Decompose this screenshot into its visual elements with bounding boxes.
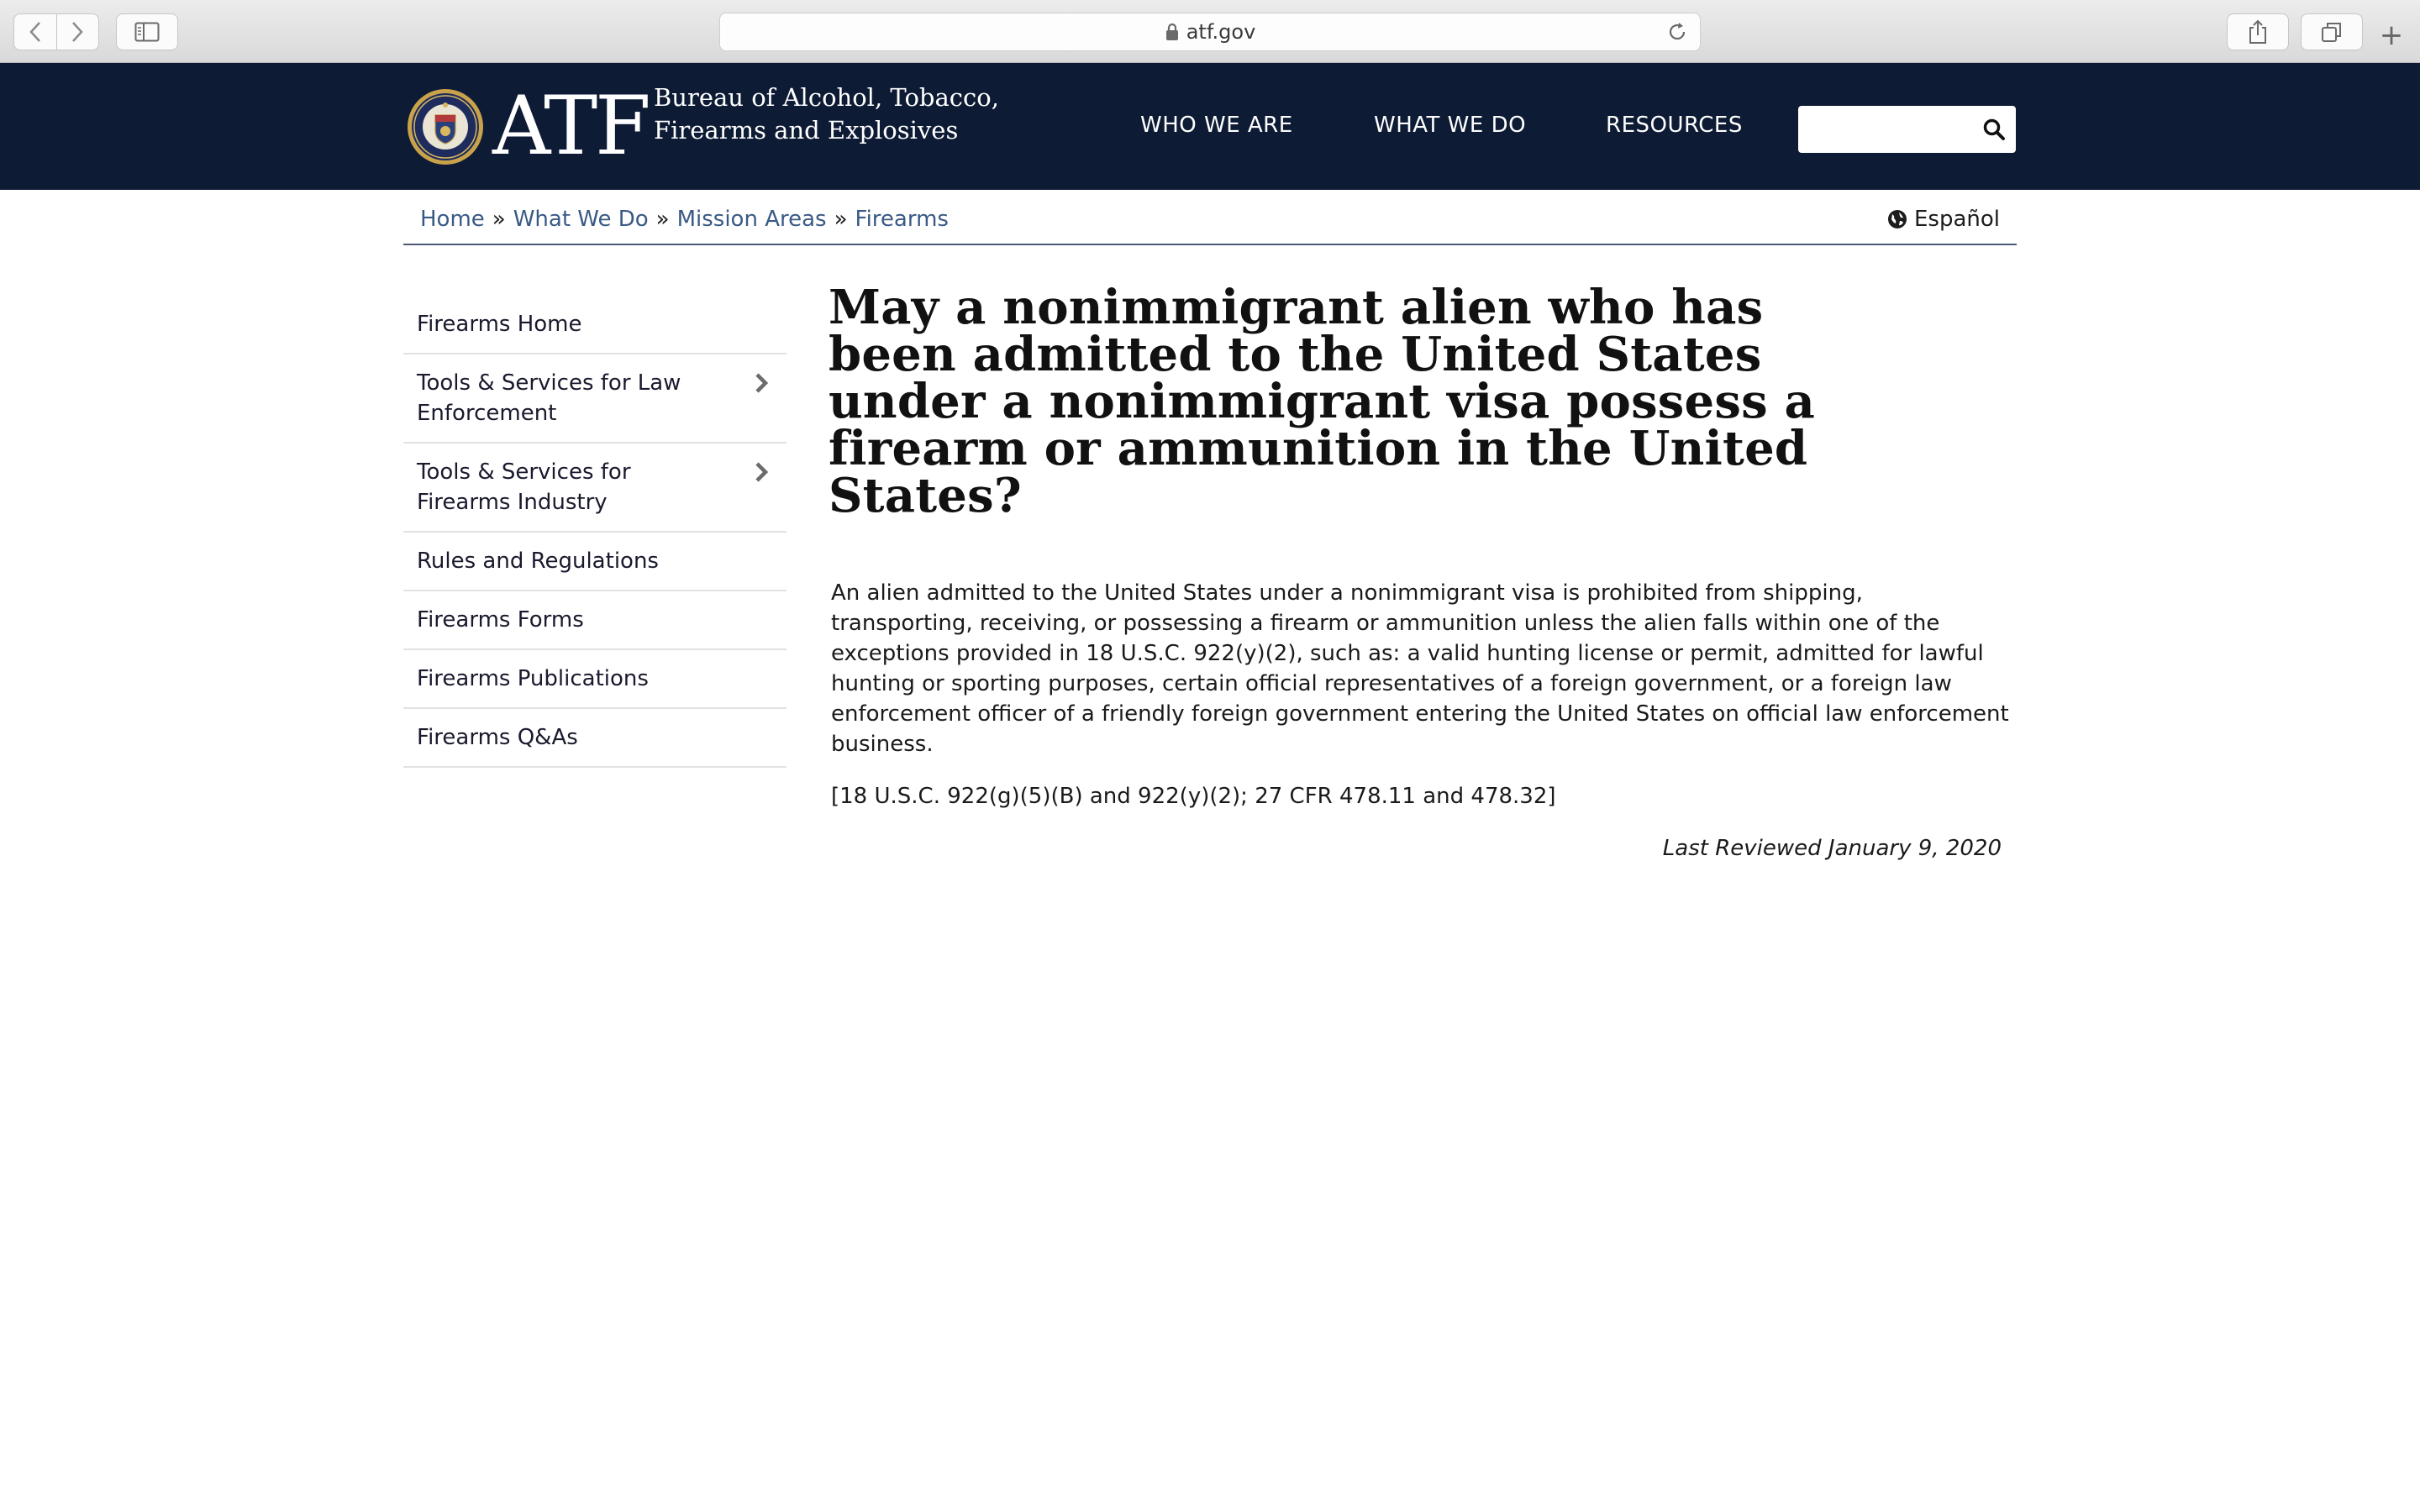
forward-button[interactable] <box>56 14 99 50</box>
nav-resources[interactable]: RESOURCES <box>1606 113 1743 138</box>
nav-who-we-are[interactable]: WHO WE ARE <box>1140 113 1293 138</box>
sidebar-item-label: Firearms Home <box>417 312 582 337</box>
sidebar-item-label: Tools & Services for Firearms Industry <box>417 459 631 515</box>
agency-name[interactable]: Bureau of Alcohol, Tobacco, Firearms and Explosives <box>654 83 999 144</box>
breadcrumb-separator: » <box>492 207 506 232</box>
url-text: atf.gov <box>1186 20 1256 44</box>
breadcrumb-bar <box>403 190 2017 245</box>
atf-seal-logo[interactable] <box>407 88 484 165</box>
lock-icon <box>1165 23 1180 41</box>
new-tab-button[interactable] <box>2375 18 2408 52</box>
share-button[interactable] <box>2227 13 2289 50</box>
breadcrumb-separator: » <box>655 207 670 232</box>
sidebar-item-label: Firearms Forms <box>417 607 584 633</box>
section-sidebar <box>403 296 786 768</box>
sidebar-item-label: Rules and Regulations <box>417 549 659 574</box>
breadcrumb-home[interactable]: Home <box>420 207 485 232</box>
sidebar-item-firearms-qas[interactable] <box>403 709 786 768</box>
language-link[interactable] <box>1887 207 2000 232</box>
sidebar-toggle-button[interactable] <box>116 13 178 50</box>
search-box <box>1798 106 2016 153</box>
breadcrumb-what-we-do[interactable]: What We Do <box>513 207 649 232</box>
browser-toolbar <box>0 0 2420 63</box>
search-input[interactable] <box>1798 106 1966 153</box>
breadcrumb-mission-areas[interactable]: Mission Areas <box>676 207 827 232</box>
sidebar-item-label: Firearms Q&As <box>417 725 578 750</box>
address-bar[interactable] <box>719 13 1701 51</box>
chevron-right-icon[interactable] <box>753 371 771 395</box>
atf-wordmark[interactable]: ATF <box>492 79 649 173</box>
share-icon <box>2248 19 2268 45</box>
page-title: May a nonimmigrant alien who has been admitted to the United States under a nonimmigrant visa possess a firearm or ammunition in the United States? <box>829 280 1816 523</box>
sidebar-item-law-enforcement[interactable] <box>403 354 786 444</box>
back-button[interactable] <box>14 14 56 50</box>
sidebar-item-firearms-publications[interactable] <box>403 650 786 709</box>
reload-icon[interactable] <box>1666 21 1688 43</box>
sidebar-item-label: Tools & Services for Law Enforcement <box>417 370 681 426</box>
history-nav-group <box>13 13 99 50</box>
sidebar-icon <box>134 22 160 42</box>
last-reviewed-date: Last Reviewed January 9, 2020 <box>1662 836 2002 861</box>
tabs-icon <box>2321 21 2343 43</box>
answer-text: An alien admitted to the United States under a nonimmigrant visa is prohibited from shipping, transporting, receiving, or possessing a firearm or ammunition unless the alien falls within one of the exceptions provided in 18 U.S.C. 922(y)(2), such as: a valid hunting license or permit, admitted for lawful hunting or sporting purposes, certain official representatives of a foreign government, or a foreign law enforcement officer of a friendly foreign government entering the United States on official law enforcement business. <box>831 580 2009 757</box>
chevron-right-icon[interactable] <box>753 460 771 484</box>
tabs-overview-button[interactable] <box>2301 13 2363 50</box>
language-label: Español <box>1913 207 2000 232</box>
globe-icon <box>1887 209 1907 229</box>
breadcrumb <box>420 207 949 232</box>
breadcrumb-firearms[interactable]: Firearms <box>855 207 949 232</box>
sidebar-item-firearms-industry[interactable] <box>403 444 786 533</box>
chevron-left-icon <box>29 21 42 43</box>
sidebar-item-rules-regulations[interactable] <box>403 533 786 591</box>
site-header <box>0 63 2420 190</box>
sidebar-item-firearms-forms[interactable] <box>403 591 786 650</box>
plus-icon: + <box>2379 18 2404 52</box>
nav-what-we-do[interactable]: WHAT WE DO <box>1374 113 1527 138</box>
chevron-right-icon <box>71 21 84 43</box>
sidebar-item-firearms-home[interactable] <box>403 296 786 354</box>
search-icon[interactable] <box>1982 118 2006 141</box>
sidebar-item-label: Firearms Publications <box>417 666 649 691</box>
legal-citation: [18 U.S.C. 922(g)(5)(B) and 922(y)(2); 27 CFR 478.11 and 478.32] <box>831 784 1556 809</box>
breadcrumb-separator: » <box>834 207 848 232</box>
main-content <box>829 280 2017 864</box>
